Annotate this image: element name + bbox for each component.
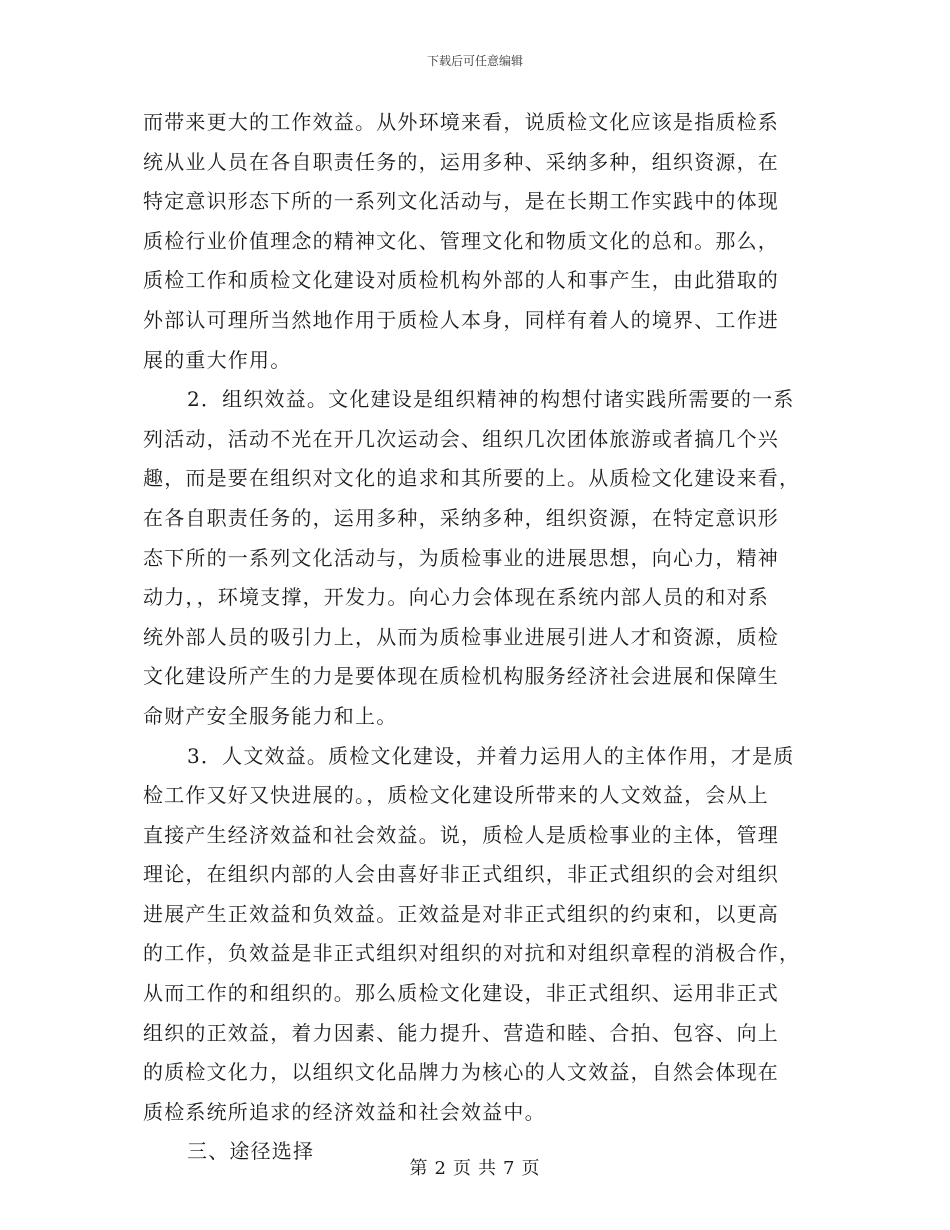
text-line: 动力，，环境支撑，开发力。向心力会体现在系统内部人员的和对系	[143, 585, 769, 610]
text-line: 直接产生经济效益和社会效益。说，质检人是质检事业的主体，管理	[143, 822, 779, 847]
text-line: 在各自职责任务的，运用多种，采纳多种，组织资源，在特定意识形	[143, 505, 779, 530]
page-footer	[0, 1154, 950, 1180]
text-line: 列活动，活动不光在开几次运动会、组织几次团体旅游或者搞几个兴	[143, 426, 779, 451]
footer-page-word: 页	[453, 1158, 472, 1179]
text-line: 理论，在组织内部的人会由喜好非正式组织，非正式组织的会对组织	[143, 862, 779, 887]
text-line: 质检工作和质检文化建设对质检机构外部的人和事产生，由此猎取的	[143, 268, 779, 293]
text-line: 从而工作的和组织的。那么质检文化建设，非正式组织、运用非正式	[143, 981, 779, 1006]
text-line: 外部认可理所当然地作用于质检人本身，同样有着人的境界、工作进	[143, 307, 779, 332]
text-line: 的工作，负效益是非正式组织对组织的对抗和对组织章程的消极合作，	[143, 941, 801, 966]
footer-total-word: 共	[478, 1158, 497, 1179]
text-line: 特定意识形态下所的一系列文化活动与，是在长期工作实践中的体现	[143, 189, 779, 214]
document-body	[143, 103, 803, 1172]
footer-total-pages: 7	[503, 1158, 516, 1179]
footer-current-page: 2	[434, 1158, 447, 1179]
text-line: 3．人文效益。质检文化建设，并着力运用人的主体作用，才是质	[187, 743, 795, 768]
text-line: 文化建设所产生的力是要体现在质检机构服务经济社会进展和保障生	[143, 664, 779, 689]
text-line: 趣，而是要在组织对文化的追求和其所要的上。从质检文化建设来看，	[143, 466, 801, 491]
text-line: 进展产生正效益和负效益。正效益是对非正式组织的约束和，以更高	[143, 901, 779, 926]
text-line: 的质检文化力，以组织文化品牌力为核心的人文效益，自然会体现在	[143, 1060, 779, 1085]
text-line: 统从业人员在各自职责任务的，运用多种、采纳多种，组织资源，在	[143, 149, 779, 174]
text-line: 三、途径选择	[187, 1139, 315, 1164]
page-header: 下载后可任意编辑	[426, 54, 523, 68]
text-line: 统外部人员的吸引力上，从而为质检事业进展引进人才和资源，质检	[143, 624, 779, 649]
text-line: 质检系统所追求的经济效益和社会效益中。	[143, 1099, 546, 1124]
footer-prefix: 第	[409, 1158, 429, 1179]
text-line: 组织的正效益，着力因素、能力提升、营造和睦、合拍、包容、向上	[143, 1020, 779, 1045]
text-line: 2．组织效益。文化建设是组织精神的构想付诸实践所需要的一系	[187, 387, 795, 412]
text-line: 命财产安全服务能力和上。	[143, 703, 398, 728]
text-line: 而带来更大的工作效益。从外环境来看，说质检文化应该是指质检系	[143, 110, 779, 134]
footer-suffix: 页	[521, 1158, 541, 1179]
text-line: 检工作又好又快进展的。，质检文化建设所带来的人文效益，会从上	[143, 783, 769, 808]
text-line: 质检行业价值理念的精神文化、管理文化和物质文化的总和。那么，	[143, 228, 779, 253]
text-line: 展的重大作用。	[143, 347, 292, 372]
text-line: 态下所的一系列文化活动与，为质检事业的进展思想，向心力，精神	[143, 545, 779, 570]
